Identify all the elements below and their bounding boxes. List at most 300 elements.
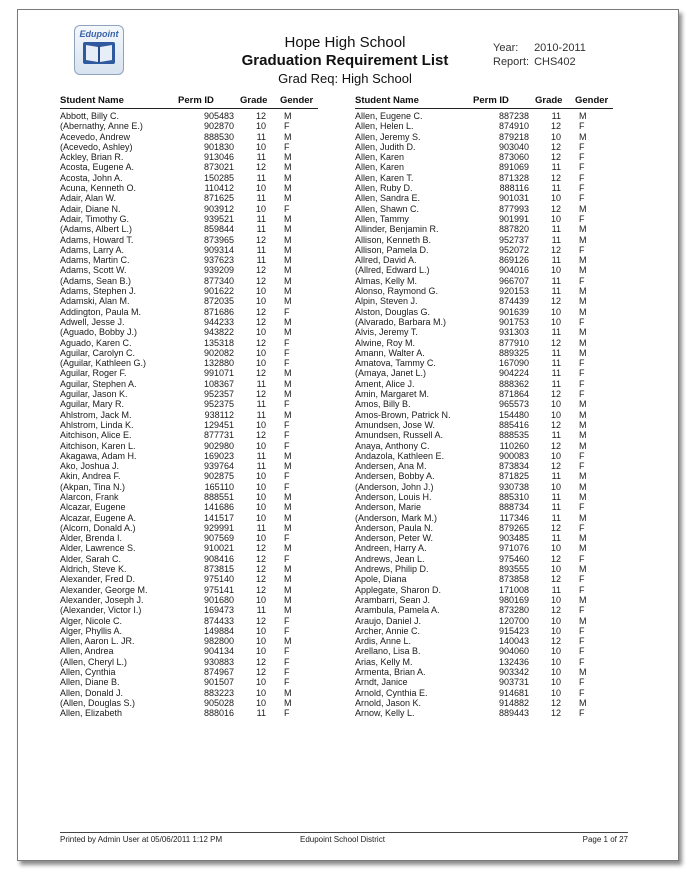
- table-row: [355, 616, 613, 626]
- gender: M: [579, 286, 587, 297]
- grade: 12: [550, 389, 561, 400]
- grade: 10: [550, 450, 561, 461]
- table-row: [355, 554, 613, 564]
- gender: F: [579, 553, 585, 564]
- grade: 10: [550, 481, 561, 492]
- table-row: [355, 276, 613, 286]
- table-row: [60, 162, 318, 172]
- student-name: Adams, Stephen J.: [60, 286, 137, 297]
- student-name: Alexander, Fred D.: [60, 574, 136, 585]
- table-row: [60, 235, 318, 245]
- grade: 10: [550, 677, 561, 688]
- student-name: Araujo, Daniel J.: [355, 615, 422, 626]
- grade: 12: [550, 244, 561, 255]
- perm-id: 902082: [203, 347, 234, 358]
- gender: F: [579, 316, 585, 327]
- table-row: [60, 204, 318, 214]
- table-row: [60, 636, 318, 646]
- gender: M: [579, 296, 587, 307]
- student-name: Alpin, Steven J.: [355, 296, 418, 307]
- perm-id: 965573: [498, 399, 529, 410]
- grade: 10: [255, 625, 266, 636]
- gender: M: [284, 327, 292, 338]
- student-name: Aitchison, Karen L.: [60, 440, 136, 451]
- table-row: [355, 214, 613, 224]
- student-name: Alder, Brenda I.: [60, 533, 123, 544]
- table-row: [60, 368, 318, 378]
- gender: M: [579, 224, 587, 235]
- student-name: Aguilar, Carolyn C.: [60, 347, 136, 358]
- gender: M: [579, 306, 587, 317]
- perm-id: 117346: [499, 512, 529, 523]
- table-row: [60, 214, 318, 224]
- table-row: [355, 286, 613, 296]
- student-name: (Akpan, Tina N.): [60, 481, 126, 492]
- grade: 11: [256, 224, 266, 235]
- student-name: (Allred, Edward L.): [355, 265, 430, 276]
- table-row: [60, 471, 318, 481]
- grade: 10: [550, 399, 561, 410]
- grade: 10: [255, 533, 266, 544]
- perm-id: 900083: [498, 450, 529, 461]
- student-name: Adamski, Alan M.: [60, 296, 130, 307]
- gender: F: [284, 121, 290, 132]
- student-name: Alder, Lawrence S.: [60, 543, 136, 554]
- table-row: [60, 276, 318, 286]
- perm-id: 929991: [203, 522, 234, 533]
- perm-id: 901031: [498, 193, 529, 204]
- perm-id: 859844: [203, 224, 234, 235]
- table-row: [60, 441, 318, 451]
- grade: 10: [255, 481, 266, 492]
- student-name: Amatova, Tammy C.: [355, 358, 436, 369]
- perm-id: 904134: [203, 646, 234, 657]
- grade: 10: [550, 687, 561, 698]
- grade: 10: [550, 667, 561, 678]
- gender: M: [579, 543, 587, 554]
- table-row: [60, 193, 318, 203]
- year-value: 2010-2011: [534, 42, 586, 54]
- report-title: Graduation Requirement List: [241, 52, 449, 69]
- gender: F: [284, 553, 290, 564]
- student-name: Adams, Larry A.: [60, 244, 125, 255]
- student-name: Aguilar, Roger F.: [60, 368, 127, 379]
- table-row: [60, 327, 318, 337]
- grade: 11: [551, 275, 561, 286]
- table-row: [60, 605, 318, 615]
- student-name: Amin, Margaret M.: [355, 389, 430, 400]
- gender: M: [284, 378, 292, 389]
- grade: 12: [255, 265, 266, 276]
- gender: M: [579, 409, 587, 420]
- table-row: [355, 667, 613, 677]
- perm-id: 871686: [203, 306, 234, 317]
- student-name: Arnold, Jason K.: [355, 697, 422, 708]
- student-name: Acosta, John A.: [60, 172, 123, 183]
- page-number: Page 1 of 27: [582, 835, 628, 844]
- table-row: [60, 574, 318, 584]
- perm-id: 901622: [203, 286, 234, 297]
- gender: M: [284, 224, 292, 235]
- grade: 11: [551, 162, 561, 173]
- school-name: Hope High School: [284, 34, 406, 51]
- student-name: Amos-Brown, Patrick N.: [355, 409, 451, 420]
- perm-id: 920153: [498, 286, 529, 297]
- perm-id: 982800: [203, 636, 234, 647]
- table-row: [60, 585, 318, 595]
- table-row: [355, 255, 613, 265]
- gender: F: [579, 646, 585, 657]
- grade: 10: [550, 409, 561, 420]
- gender: M: [284, 172, 292, 183]
- grade: 10: [550, 656, 561, 667]
- table-row: [60, 224, 318, 234]
- grade: 12: [255, 234, 266, 245]
- gender: M: [284, 594, 292, 605]
- student-name: (Adams, Sean B.): [60, 275, 132, 286]
- gender: F: [284, 615, 290, 626]
- perm-id: 140043: [498, 636, 529, 647]
- perm-id: 901753: [498, 316, 529, 327]
- perm-id: 901680: [203, 594, 234, 605]
- student-name: Almas, Kelly M.: [355, 275, 418, 286]
- perm-id: 165110: [204, 481, 234, 492]
- student-name: Alger, Nicole C.: [60, 615, 123, 626]
- perm-id: 869126: [498, 255, 529, 266]
- grade: 10: [255, 203, 266, 214]
- table-row: [355, 109, 613, 122]
- grade: 11: [256, 450, 266, 461]
- student-name: Apole, Diana: [355, 574, 407, 585]
- grade: 10: [255, 327, 266, 338]
- grade: 11: [256, 244, 266, 255]
- gender: M: [579, 131, 587, 142]
- student-name: Allen, Judith D.: [355, 141, 416, 152]
- grade: 12: [550, 553, 561, 564]
- grade: 12: [550, 605, 561, 616]
- perm-id: 930738: [498, 481, 529, 492]
- grade: 12: [550, 708, 561, 719]
- grade: 10: [550, 265, 561, 276]
- perm-id: 901830: [203, 141, 234, 152]
- grade: 11: [551, 234, 561, 245]
- table-row: [60, 317, 318, 327]
- gender: M: [284, 111, 292, 121]
- table-row: [60, 482, 318, 492]
- grade: 12: [255, 368, 266, 379]
- student-name: Archer, Annie C.: [355, 625, 421, 636]
- perm-id: 879265: [498, 522, 529, 533]
- perm-id: 991071: [203, 368, 234, 379]
- grade: 12: [550, 172, 561, 183]
- perm-id: 110412: [204, 183, 234, 194]
- student-name: Allen, Elizabeth: [60, 708, 123, 719]
- district-name: Edupoint School District: [300, 835, 385, 844]
- table-row: [60, 255, 318, 265]
- grade: 11: [551, 286, 561, 297]
- gender: M: [284, 296, 292, 307]
- grade: 11: [256, 213, 266, 224]
- student-name: (Adams, Albert L.): [60, 224, 133, 235]
- perm-id: 877340: [203, 275, 234, 286]
- grade: 12: [255, 574, 266, 585]
- grade: 10: [550, 543, 561, 554]
- grade: 11: [551, 183, 561, 194]
- grade: 12: [255, 306, 266, 317]
- table-row: [355, 543, 613, 553]
- table-row: [355, 358, 613, 368]
- perm-id: 877731: [203, 430, 234, 441]
- gender: M: [284, 244, 292, 255]
- perm-id: 975460: [498, 553, 529, 564]
- gender: F: [579, 358, 585, 369]
- perm-id: 902875: [203, 471, 234, 482]
- perm-id: 873280: [498, 605, 529, 616]
- table-row: [355, 482, 613, 492]
- perm-id: 952357: [203, 389, 234, 400]
- perm-id: 169473: [203, 605, 234, 616]
- table-row: [355, 492, 613, 502]
- table-row: [60, 358, 318, 368]
- gender: F: [284, 306, 290, 317]
- table-row: [355, 646, 613, 656]
- grad-req-subtitle: Grad Req: High School: [278, 71, 412, 86]
- student-name: Allen, Tammy: [355, 213, 409, 224]
- perm-id: 141686: [203, 502, 234, 513]
- table-row: [60, 688, 318, 698]
- perm-id: 904224: [498, 368, 529, 379]
- table-row: [60, 410, 318, 420]
- col-header-perm: Perm ID: [473, 94, 535, 109]
- gender: F: [579, 172, 585, 183]
- table-row: [60, 152, 318, 162]
- gender: M: [579, 255, 587, 266]
- grade: 10: [550, 316, 561, 327]
- student-name: Allen, Ruby D.: [355, 183, 413, 194]
- gender: F: [579, 213, 585, 224]
- student-name: Aguilar, Mary R.: [60, 399, 125, 410]
- student-name: Alwine, Roy M.: [355, 337, 416, 348]
- perm-id: 980169: [498, 594, 529, 605]
- perm-id: 873834: [498, 461, 529, 472]
- perm-id: 952737: [498, 234, 529, 245]
- table-row: [355, 626, 613, 636]
- gender: F: [579, 574, 585, 585]
- student-table-left: [60, 94, 318, 719]
- table-row: [60, 523, 318, 533]
- table-row: [355, 307, 613, 317]
- gender: F: [579, 687, 585, 698]
- gender: M: [579, 440, 587, 451]
- student-name: Andrews, Jean L.: [355, 553, 425, 564]
- gender: M: [579, 265, 587, 276]
- gender: F: [579, 502, 585, 513]
- table-row: [60, 265, 318, 275]
- perm-id: 903342: [498, 667, 529, 678]
- student-name: Adams, Martin C.: [60, 255, 130, 266]
- student-name: Anderson, Paula N.: [355, 522, 434, 533]
- table-row: [60, 616, 318, 626]
- grade: 12: [550, 522, 561, 533]
- gender: M: [284, 389, 292, 400]
- table-row: [355, 193, 613, 203]
- table-row: [355, 451, 613, 461]
- table-row: [60, 451, 318, 461]
- grade: 11: [551, 358, 561, 369]
- gender: M: [579, 471, 587, 482]
- edupoint-logo: [74, 25, 124, 75]
- gender: F: [284, 440, 290, 451]
- student-name: Anaya, Anthony C.: [355, 440, 430, 451]
- perm-id: 887820: [498, 224, 529, 235]
- perm-id: 915423: [498, 625, 529, 636]
- gender: M: [284, 584, 292, 595]
- table-row: [355, 368, 613, 378]
- gender: F: [284, 358, 290, 369]
- student-name: Adair, Diane N.: [60, 203, 121, 214]
- table-row: [355, 245, 613, 255]
- gender: M: [579, 667, 587, 678]
- gender: M: [579, 337, 587, 348]
- grade: 11: [551, 347, 561, 358]
- perm-id: 873060: [498, 152, 529, 163]
- perm-id: 904060: [498, 646, 529, 657]
- perm-id: 914681: [498, 687, 529, 698]
- perm-id: 905028: [203, 697, 234, 708]
- gender: M: [579, 111, 587, 121]
- gender: M: [579, 564, 587, 575]
- gender: F: [579, 162, 585, 173]
- table-row: [355, 657, 613, 667]
- gender: M: [284, 152, 292, 163]
- grade: 11: [551, 368, 561, 379]
- perm-id: 943822: [203, 327, 234, 338]
- table-row: [355, 688, 613, 698]
- grade: 11: [551, 502, 561, 513]
- perm-id: 874910: [498, 121, 529, 132]
- gender: M: [579, 203, 587, 214]
- report-code: CHS402: [534, 56, 576, 68]
- perm-id: 132880: [203, 358, 234, 369]
- student-name: Anderson, Marie: [355, 502, 422, 513]
- table-row: [355, 708, 613, 718]
- gender: F: [579, 389, 585, 400]
- table-row: [355, 399, 613, 409]
- col-header-name: Student Name: [355, 94, 473, 109]
- student-name: Ardis, Anne L.: [355, 636, 412, 647]
- table-row: [60, 389, 318, 399]
- grade: 10: [255, 358, 266, 369]
- perm-id: 877910: [498, 337, 529, 348]
- table-row: [355, 317, 613, 327]
- student-name: Acevedo, Andrew: [60, 131, 131, 142]
- table-row: [60, 245, 318, 255]
- gender: F: [579, 193, 585, 204]
- gender: F: [284, 677, 290, 688]
- perm-id: 108367: [203, 378, 234, 389]
- perm-id: 907569: [203, 533, 234, 544]
- perm-id: 873021: [203, 162, 234, 173]
- student-name: Abbott, Billy C.: [60, 111, 120, 121]
- student-name: Arias, Kelly M.: [355, 656, 413, 667]
- grade: 10: [255, 636, 266, 647]
- gender: F: [284, 203, 290, 214]
- table-row: [60, 183, 318, 193]
- table-row: [60, 533, 318, 543]
- student-name: Aguilar, Stephen A.: [60, 378, 137, 389]
- student-name: Ahlstrom, Linda K.: [60, 419, 134, 430]
- gender: F: [579, 152, 585, 163]
- student-name: Amundsen, Jose W.: [355, 419, 436, 430]
- perm-id: 939209: [203, 265, 234, 276]
- grade: 12: [550, 461, 561, 472]
- student-name: Armenta, Brian A.: [355, 667, 426, 678]
- gender: F: [579, 244, 585, 255]
- perm-id: 110260: [499, 440, 529, 451]
- grade: 11: [551, 430, 561, 441]
- grade: 11: [551, 111, 561, 121]
- student-name: Allison, Pamela D.: [355, 244, 429, 255]
- table-row: [355, 420, 613, 430]
- gender: F: [579, 378, 585, 389]
- perm-id: 888535: [498, 430, 529, 441]
- gender: M: [284, 213, 292, 224]
- grade: 12: [550, 121, 561, 132]
- gender: M: [579, 481, 587, 492]
- gender: F: [284, 533, 290, 544]
- table-row: [355, 389, 613, 399]
- student-name: Alder, Sarah C.: [60, 553, 122, 564]
- grade: 11: [256, 399, 266, 410]
- grade: 11: [256, 461, 266, 472]
- gender: F: [284, 667, 290, 678]
- report-footer: [60, 832, 628, 844]
- table-row: [355, 574, 613, 584]
- grade: 10: [255, 183, 266, 194]
- grade: 11: [256, 409, 266, 420]
- table-row: [60, 142, 318, 152]
- gender: F: [579, 275, 585, 286]
- gender: M: [579, 430, 587, 441]
- gender: F: [284, 656, 290, 667]
- student-name: Allred, David A.: [355, 255, 417, 266]
- perm-id: 903040: [498, 141, 529, 152]
- gender: F: [284, 347, 290, 358]
- grade: 12: [550, 636, 561, 647]
- perm-id: 871825: [498, 471, 529, 482]
- gender: F: [284, 430, 290, 441]
- gender: M: [284, 162, 292, 173]
- table-row: [355, 698, 613, 708]
- student-name: Ament, Alice J.: [355, 378, 415, 389]
- grade: 10: [255, 286, 266, 297]
- table-row: [60, 677, 318, 687]
- student-name: (Alvarado, Barbara M.): [355, 316, 447, 327]
- student-name: Allen, Eugene C.: [355, 111, 423, 121]
- table-row: [355, 235, 613, 245]
- gender: M: [284, 368, 292, 379]
- gender: F: [579, 584, 585, 595]
- gender: M: [284, 234, 292, 245]
- perm-id: 975140: [203, 574, 234, 585]
- gender: F: [284, 625, 290, 636]
- grade: 12: [255, 543, 266, 554]
- table-row: [60, 564, 318, 574]
- table-row: [355, 152, 613, 162]
- student-name: (Alcorn, Donald A.): [60, 522, 136, 533]
- grade: 10: [255, 296, 266, 307]
- student-name: Arambarri, Sean J.: [355, 594, 431, 605]
